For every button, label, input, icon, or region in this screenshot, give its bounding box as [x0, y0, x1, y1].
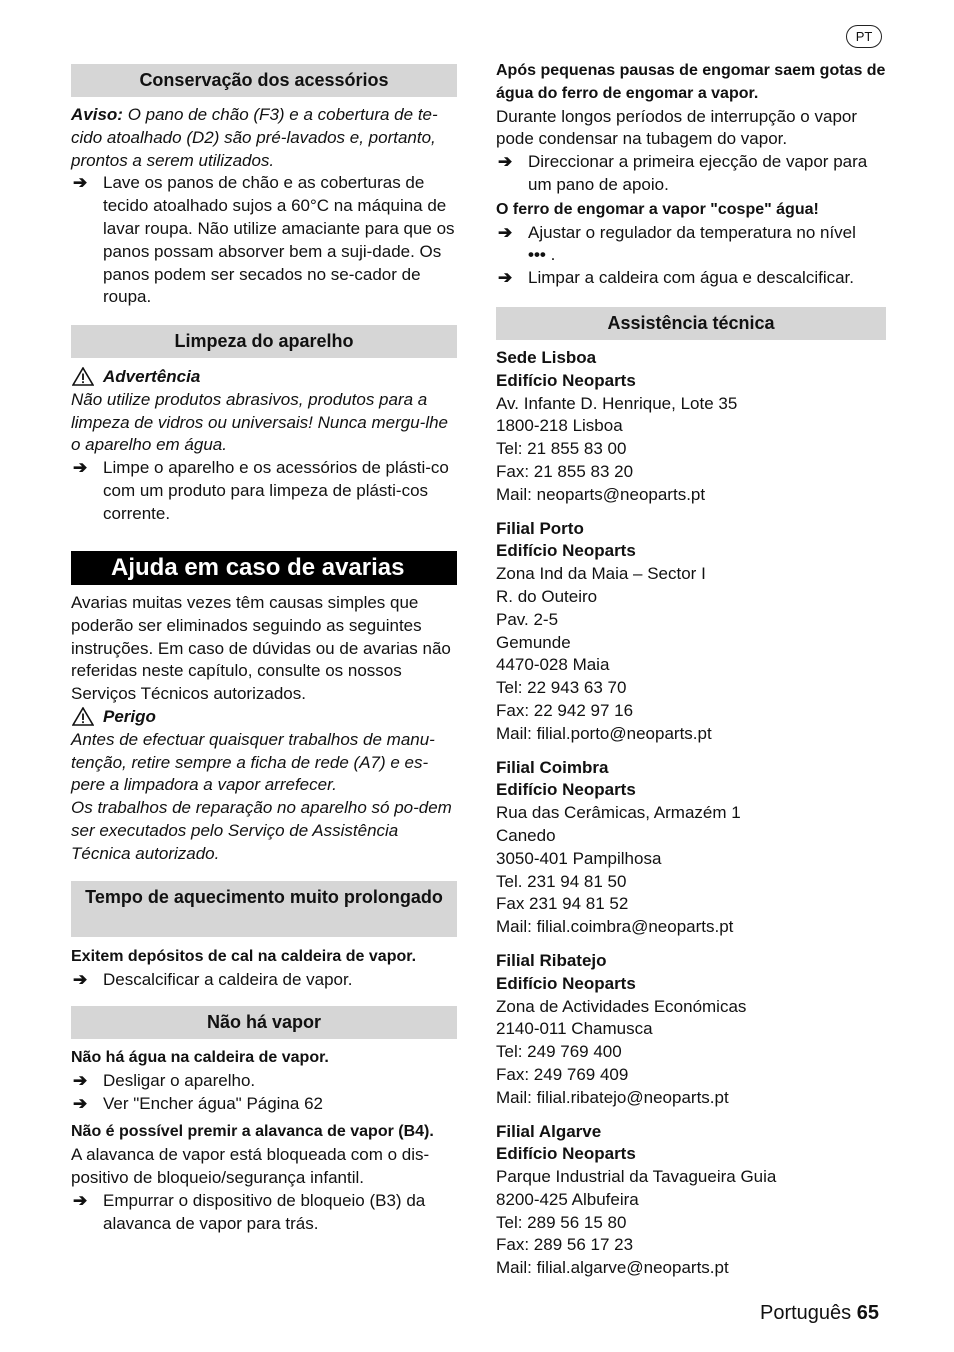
arrow-icon: ➔ — [498, 222, 513, 242]
office-building: Edifício Neoparts — [496, 1144, 636, 1164]
office-line: R. do Outeiro — [496, 586, 598, 606]
office-block — [496, 347, 886, 507]
office-block — [496, 950, 886, 1110]
section-title-tempo: Tempo de aquecimento muito prolongado — [71, 881, 457, 937]
step-text: Limpe o aparelho e os acessórios de plásti-co com um produto para limpeza de plásti-cos corrente. — [103, 458, 449, 523]
office-line: Tel. 231 94 81 50 — [496, 871, 627, 891]
vapor-cause-1: Não há água na caldeira de vapor. — [71, 1049, 329, 1066]
page-number: 65 — [856, 1302, 879, 1324]
section-title-vapor: Não há vapor — [71, 1006, 457, 1039]
warning-triangle-icon — [72, 707, 94, 726]
conservacao-step — [71, 172, 461, 309]
office-line: Mail: filial.coimbra@neoparts.pt — [496, 917, 734, 937]
section-title-limpeza: Limpeza do aparelho — [71, 325, 457, 358]
office-line: Fax: 22 942 97 16 — [496, 700, 634, 720]
step-text: Limpar a caldeira com água e descalcificar. — [528, 268, 854, 288]
tempo-step — [71, 969, 465, 992]
office-line: Rua das Cerâmicas, Armazém 1 — [496, 803, 741, 823]
arrow-icon: ➔ — [498, 152, 513, 172]
perigo-label: Perigo — [103, 706, 156, 726]
office-line: Pav. 2-5 — [496, 609, 559, 629]
aviso-text: O pano de chão (F3) e a cobertura de te-cido atoalhado (D2) são pré-lavados e, portanto, prontos a serem utilizados. — [71, 105, 438, 170]
gotas-text: Durante longos períodos de interrupção o vapor pode condensar na tubagem do vapor. — [496, 106, 858, 149]
advertencia-heading — [71, 366, 461, 389]
office-line: Fax: 249 769 409 — [496, 1064, 629, 1084]
step-text: Ver "Encher água" Página 62 — [103, 1093, 324, 1113]
office-line: Gemunde — [496, 632, 571, 652]
step-text: Lave os panos de chão e as coberturas de tecido atoalhado sujos a 60°C na máquina de lavar roupa. Não utilize amaciante para que os panos possam absorver bem a suji-dade. Os panos podem ser secados no se-cador de roupa. — [103, 173, 455, 307]
arrow-icon: ➔ — [73, 969, 88, 989]
arrow-icon: ➔ — [73, 458, 88, 478]
ajuda-block — [71, 592, 461, 866]
aviso-label: Aviso: — [71, 105, 123, 124]
office-line: Parque Industrial da Tavagueira Guia — [496, 1167, 777, 1187]
conservacao-block — [71, 104, 461, 309]
step-text: Descalcificar a caldeira de vapor. — [103, 969, 353, 989]
language-badge: PT — [846, 25, 882, 48]
arrow-icon: ➔ — [498, 268, 513, 288]
offices-list — [496, 347, 886, 1280]
warning-triangle-icon — [72, 367, 94, 386]
step-text: Ajustar o regulador da temperatura no nível — [528, 222, 856, 242]
office-line: Fax: 21 855 83 20 — [496, 461, 634, 481]
page-footer — [760, 1301, 879, 1325]
office-line: 4470-028 Maia — [496, 655, 610, 675]
vapor-text-2: A alavanca de vapor está bloqueada com o dis-positivo de bloqueio/segurança infantil. — [71, 1145, 430, 1187]
step-text: Desligar o aparelho. — [103, 1070, 256, 1090]
office-line: Mail: filial.ribatejo@neoparts.pt — [496, 1087, 729, 1107]
office-line: 8200-425 Albufeira — [496, 1189, 639, 1209]
office-line: Zona de Actividades Económicas — [496, 996, 747, 1016]
office-line: 2140-011 Chamusca — [496, 1019, 653, 1039]
office-building: Edifício Neoparts — [496, 541, 636, 561]
office-line: Mail: filial.porto@neoparts.pt — [496, 723, 712, 743]
arrow-icon: ➔ — [73, 1093, 88, 1113]
limpeza-step — [71, 457, 461, 525]
perigo-heading — [71, 706, 461, 729]
ajuda-intro: Avarias muitas vezes têm causas simples que poderão ser eliminados seguindo as seguintes instruções. Em caso de dúvidas ou de avarias não referidas neste capítulo, consulte os nossos Serviços Técnicos autorizados. — [71, 593, 451, 704]
office-line: Mail: filial.algarve@neoparts.pt — [496, 1258, 729, 1278]
office-line: Tel: 22 943 63 70 — [496, 678, 627, 698]
perigo-text-1: Antes de efectuar quaisquer trabalhos de manu-tenção, retire sempre a ficha de rede (A7) e es-pere a limpadora a vapor arrefecer. — [71, 729, 435, 795]
office-block — [496, 518, 886, 746]
advertencia-text: Não utilize produtos abrasivos, produtos para a limpeza de vidros ou universais! Nunca mergu-lhe o aparelho em água. — [71, 389, 449, 455]
section-title-conservacao: Conservação dos acessórios — [71, 64, 457, 97]
office-name: Filial Ribatejo — [496, 950, 607, 970]
gotas-block — [496, 60, 886, 290]
section-title-assistencia: Assistência técnica — [496, 307, 886, 340]
office-line: 1800-218 Lisboa — [496, 416, 623, 436]
office-name: Filial Coimbra — [496, 757, 609, 777]
vapor-block — [71, 1047, 461, 1235]
step-end: . — [545, 245, 556, 265]
cospe-step-1 — [496, 222, 886, 268]
office-name: Filial Porto — [496, 518, 584, 538]
office-line: Mail: neoparts@neoparts.pt — [496, 484, 706, 504]
office-building: Edifício Neoparts — [496, 370, 636, 390]
tempo-block — [71, 946, 465, 992]
office-line: Av. Infante D. Henrique, Lote 35 — [496, 393, 738, 413]
aviso-paragraph — [71, 104, 461, 172]
office-block — [496, 757, 886, 939]
office-line: Zona Ind da Maia – Sector I — [496, 564, 706, 584]
footer-language: Português — [760, 1302, 852, 1324]
step-text: Direccionar a primeira ejecção de vapor para um pano de apoio. — [528, 152, 868, 194]
limpeza-block — [71, 366, 461, 526]
office-line: Tel: 249 769 400 — [496, 1042, 622, 1062]
office-name: Filial Algarve — [496, 1121, 602, 1141]
gotas-cause: Após pequenas pausas de engomar saem gotas de água do ferro de engomar a vapor. — [496, 62, 886, 102]
gotas-step — [496, 151, 886, 197]
office-line: Canedo — [496, 825, 556, 845]
temperature-dots: ••• — [528, 245, 546, 265]
chapter-title-ajuda: Ajuda em caso de avarias — [71, 551, 457, 585]
office-line: 3050-401 Pampilhosa — [496, 848, 662, 868]
arrow-icon: ➔ — [73, 1070, 88, 1090]
office-line: Fax: 289 56 17 23 — [496, 1235, 634, 1255]
vapor-step-1 — [71, 1070, 461, 1093]
vapor-cause-2: Não é possível premir a alavanca de vapor (B4). — [71, 1123, 434, 1141]
perigo-text-2: Os trabalhos de reparação no aparelho só po-dem ser executados pelo Serviço de Assistência Técnica autorizado. — [71, 798, 452, 863]
step-text: Empurrar o dispositivo de bloqueio (B3) da alavanca de vapor para trás. — [103, 1190, 426, 1233]
office-line: Tel: 289 56 15 80 — [496, 1212, 627, 1232]
office-line: Tel: 21 855 83 00 — [496, 439, 627, 459]
office-building: Edifício Neoparts — [496, 780, 636, 800]
office-block — [496, 1121, 886, 1281]
vapor-step-3 — [71, 1190, 461, 1236]
arrow-icon: ➔ — [73, 173, 88, 193]
vapor-step-2 — [71, 1093, 461, 1116]
cospe-step-2 — [496, 267, 886, 290]
office-name: Sede Lisboa — [496, 348, 597, 367]
tempo-cause: Exitem depósitos de cal na caldeira de vapor. — [71, 948, 417, 965]
office-building: Edifício Neoparts — [496, 973, 636, 993]
cospe-cause: O ferro de engomar a vapor "cospe" água! — [496, 200, 819, 218]
arrow-icon: ➔ — [73, 1190, 88, 1210]
advertencia-label: Advertência — [103, 367, 201, 386]
office-line: Fax 231 94 81 52 — [496, 894, 629, 914]
